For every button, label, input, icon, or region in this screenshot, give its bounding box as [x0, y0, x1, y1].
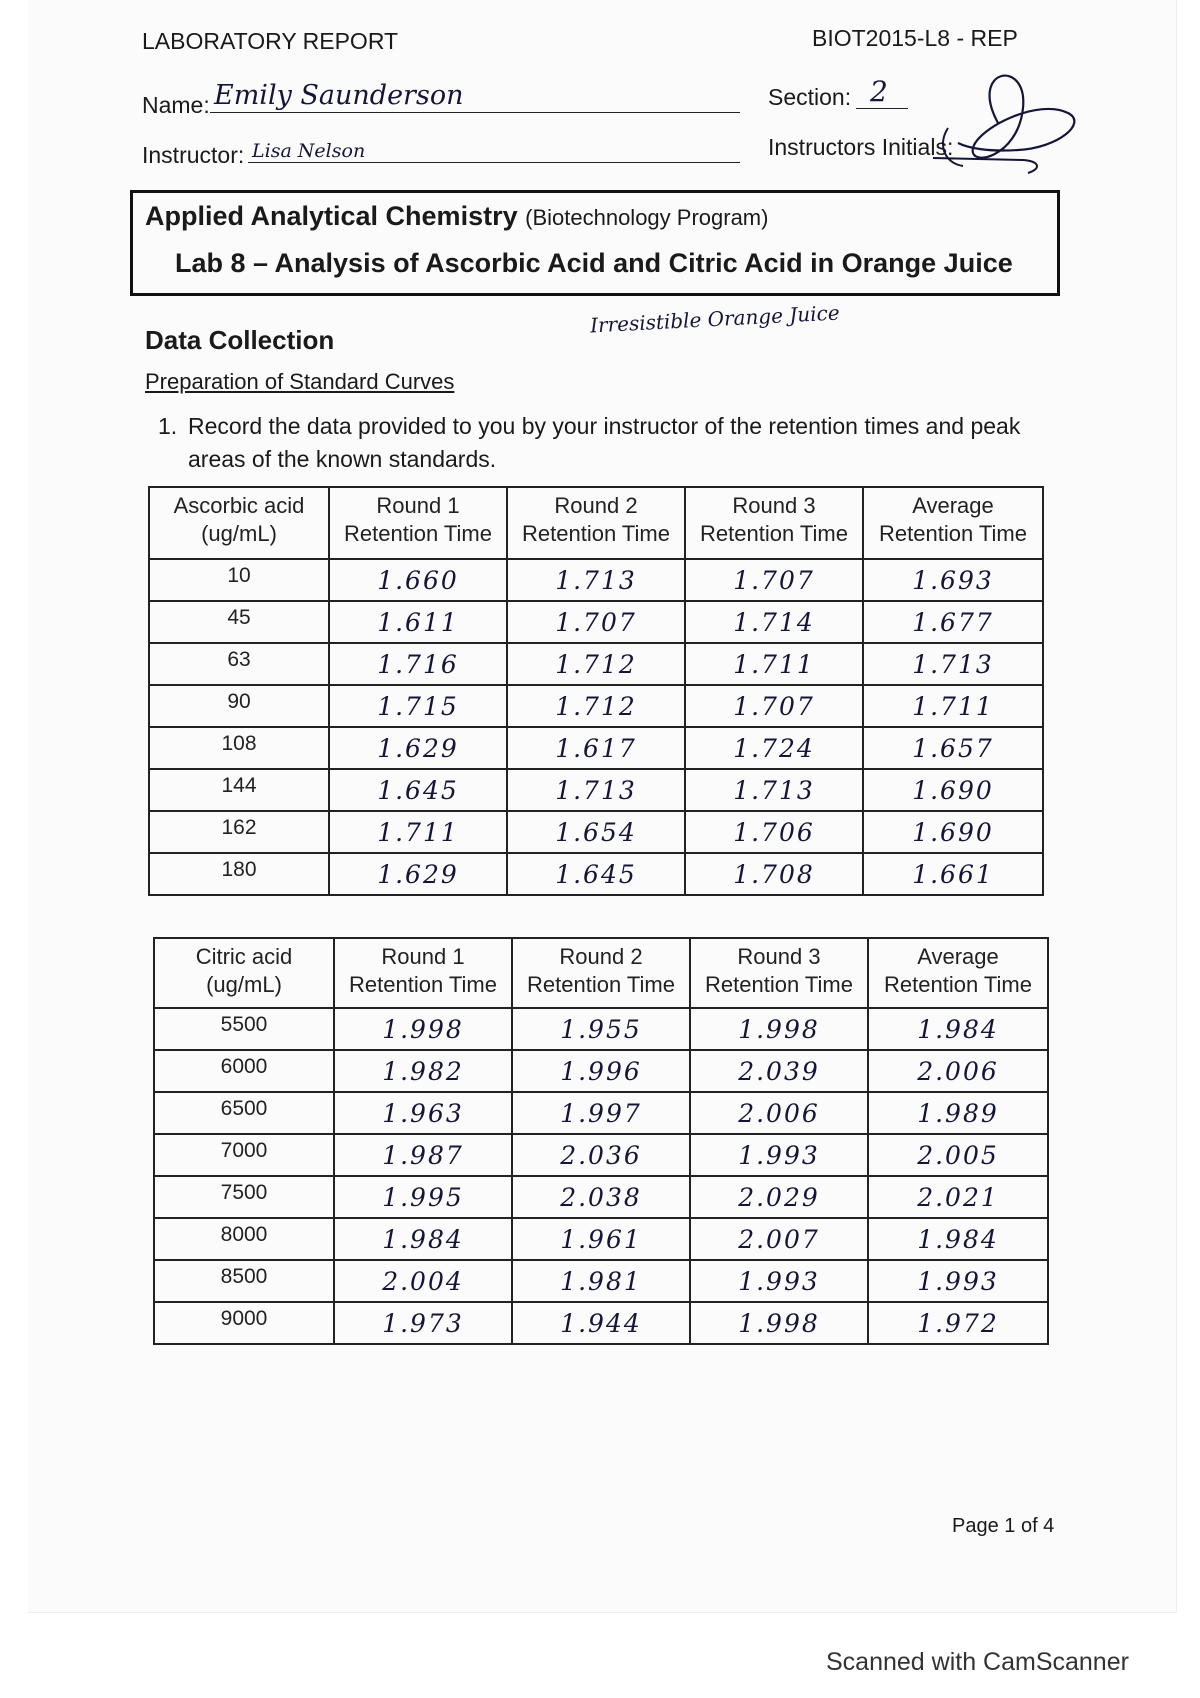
column-header: Round 3 Retention Time: [690, 938, 868, 1008]
average-cell: 1.661: [863, 853, 1043, 895]
concentration-cell: 162: [149, 811, 329, 853]
retention-cell: 2.006: [690, 1092, 868, 1134]
retention-cell: 1.629: [329, 853, 507, 895]
retention-cell: 1.984: [334, 1218, 512, 1260]
table-row: [154, 1008, 1048, 1050]
column-header: Average Retention Time: [868, 938, 1048, 1008]
section-underline: [856, 108, 908, 109]
concentration-cell: 63: [149, 643, 329, 685]
table-row: [149, 685, 1043, 727]
retention-cell: 1.714: [685, 601, 863, 643]
standard-curves-subheading: Preparation of Standard Curves: [145, 369, 455, 394]
retention-cell: 1.629: [329, 727, 507, 769]
name-value: Emily Saunderson: [214, 80, 464, 111]
concentration-cell: 6000: [154, 1050, 334, 1092]
instructor-underline: [248, 162, 740, 163]
retention-cell: 2.007: [690, 1218, 868, 1260]
retention-cell: 1.987: [334, 1134, 512, 1176]
retention-cell: 1.981: [512, 1260, 690, 1302]
column-header: Citric acid (ug/mL): [154, 938, 334, 1008]
retention-cell: 1.706: [685, 811, 863, 853]
table-row: [154, 1176, 1048, 1218]
retention-cell: 1.712: [507, 643, 685, 685]
average-cell: 1.657: [863, 727, 1043, 769]
report-label: LABORATORY REPORT: [142, 28, 399, 54]
average-cell: 2.005: [868, 1134, 1048, 1176]
retention-cell: 2.036: [512, 1134, 690, 1176]
retention-cell: 1.707: [507, 601, 685, 643]
retention-cell: 1.713: [507, 769, 685, 811]
instruction-text: Record the data provided to you by your instructor of the retention times and peak areas of the known standards.: [188, 413, 1021, 472]
page-number: Page 1 of 4: [952, 1515, 1055, 1537]
average-cell: 1.984: [868, 1218, 1048, 1260]
retention-cell: 1.715: [329, 685, 507, 727]
table-row: [149, 601, 1043, 643]
average-cell: 1.677: [863, 601, 1043, 643]
retention-cell: 1.645: [329, 769, 507, 811]
table-row: [149, 853, 1043, 895]
course-code: BIOT2015-L8 - REP: [812, 25, 1018, 51]
retention-cell: 1.660: [329, 559, 507, 601]
average-cell: 2.021: [868, 1176, 1048, 1218]
table-row: [154, 1260, 1048, 1302]
average-cell: 2.006: [868, 1050, 1048, 1092]
retention-cell: 1.982: [334, 1050, 512, 1092]
concentration-cell: 180: [149, 853, 329, 895]
retention-cell: 1.707: [685, 685, 863, 727]
table-row: [149, 643, 1043, 685]
retention-cell: 1.713: [685, 769, 863, 811]
average-cell: 1.713: [863, 643, 1043, 685]
retention-cell: 1.645: [507, 853, 685, 895]
table-row: [154, 1092, 1048, 1134]
retention-cell: 1.998: [690, 1302, 868, 1344]
table-row: [149, 559, 1043, 601]
instructor-initials-signature: [928, 68, 1088, 198]
concentration-cell: 9000: [154, 1302, 334, 1344]
section-value: 2: [870, 75, 888, 108]
average-cell: 1.989: [868, 1092, 1048, 1134]
concentration-cell: 7000: [154, 1134, 334, 1176]
concentration-cell: 45: [149, 601, 329, 643]
course-title: [145, 201, 768, 232]
retention-cell: 1.654: [507, 811, 685, 853]
scanner-watermark: Scanned with CamScanner: [826, 1648, 1129, 1676]
concentration-cell: 5500: [154, 1008, 334, 1050]
retention-cell: 1.713: [507, 559, 685, 601]
table-row: [149, 769, 1043, 811]
concentration-cell: 8500: [154, 1260, 334, 1302]
table-row: [154, 1218, 1048, 1260]
retention-cell: 1.716: [329, 643, 507, 685]
retention-cell: 1.961: [512, 1218, 690, 1260]
retention-cell: 1.996: [512, 1050, 690, 1092]
column-header: Round 1 Retention Time: [334, 938, 512, 1008]
average-cell: 1.972: [868, 1302, 1048, 1344]
concentration-cell: 7500: [154, 1176, 334, 1218]
lab-title: Lab 8 – Analysis of Ascorbic Acid and Citric Acid in Orange Juice: [175, 248, 1013, 278]
column-header: Round 2 Retention Time: [512, 938, 690, 1008]
retention-cell: 1.711: [329, 811, 507, 853]
instruction-number: 1.: [158, 413, 178, 439]
column-header: Round 2 Retention Time: [507, 487, 685, 559]
retention-cell: 1.611: [329, 601, 507, 643]
average-cell: 1.690: [863, 811, 1043, 853]
title-box: [130, 190, 1060, 296]
name-underline: [210, 112, 740, 113]
table-row: [154, 1134, 1048, 1176]
retention-cell: 1.711: [685, 643, 863, 685]
concentration-cell: 90: [149, 685, 329, 727]
retention-cell: 1.708: [685, 853, 863, 895]
retention-cell: 1.963: [334, 1092, 512, 1134]
table-header-row: [154, 938, 1048, 1008]
table-row: [149, 727, 1043, 769]
retention-cell: 1.617: [507, 727, 685, 769]
column-header: Average Retention Time: [863, 487, 1043, 559]
retention-cell: 1.955: [512, 1008, 690, 1050]
table-header-row: [149, 487, 1043, 559]
column-header: Round 3 Retention Time: [685, 487, 863, 559]
retention-cell: 1.973: [334, 1302, 512, 1344]
column-header: Round 1 Retention Time: [329, 487, 507, 559]
course-title-bold: Applied Analytical Chemistry: [145, 201, 518, 231]
table-row: [149, 811, 1043, 853]
data-collection-heading: Data Collection: [145, 325, 335, 355]
section-label: Section:: [768, 84, 852, 110]
column-header: Ascorbic acid (ug/mL): [149, 487, 329, 559]
retention-cell: 1.712: [507, 685, 685, 727]
average-cell: 1.993: [868, 1260, 1048, 1302]
concentration-cell: 8000: [154, 1218, 334, 1260]
citric-acid-table: [153, 937, 1049, 1345]
concentration-cell: 144: [149, 769, 329, 811]
table-row: [154, 1302, 1048, 1344]
table-row: [154, 1050, 1048, 1092]
name-label: Name:: [142, 92, 210, 118]
concentration-cell: 108: [149, 727, 329, 769]
retention-cell: 2.004: [334, 1260, 512, 1302]
retention-cell: 1.724: [685, 727, 863, 769]
average-cell: 1.693: [863, 559, 1043, 601]
instructor-value: Lisa Nelson: [252, 140, 366, 162]
instructor-label: Instructor:: [142, 142, 245, 168]
retention-cell: 1.993: [690, 1260, 868, 1302]
concentration-cell: 6500: [154, 1092, 334, 1134]
retention-cell: 2.039: [690, 1050, 868, 1092]
retention-cell: 2.029: [690, 1176, 868, 1218]
average-cell: 1.690: [863, 769, 1043, 811]
retention-cell: 1.995: [334, 1176, 512, 1218]
retention-cell: 1.998: [334, 1008, 512, 1050]
retention-cell: 2.038: [512, 1176, 690, 1218]
retention-cell: 1.944: [512, 1302, 690, 1344]
sample-note: Irresistible Orange Juice: [589, 300, 841, 338]
initials-label: Instructors Initials:: [768, 134, 954, 160]
retention-cell: 1.993: [690, 1134, 868, 1176]
retention-cell: 1.998: [690, 1008, 868, 1050]
retention-cell: 1.997: [512, 1092, 690, 1134]
ascorbic-acid-table: [148, 486, 1044, 896]
concentration-cell: 10: [149, 559, 329, 601]
average-cell: 1.984: [868, 1008, 1048, 1050]
average-cell: 1.711: [863, 685, 1043, 727]
retention-cell: 1.707: [685, 559, 863, 601]
course-program: (Biotechnology Program): [525, 205, 769, 230]
